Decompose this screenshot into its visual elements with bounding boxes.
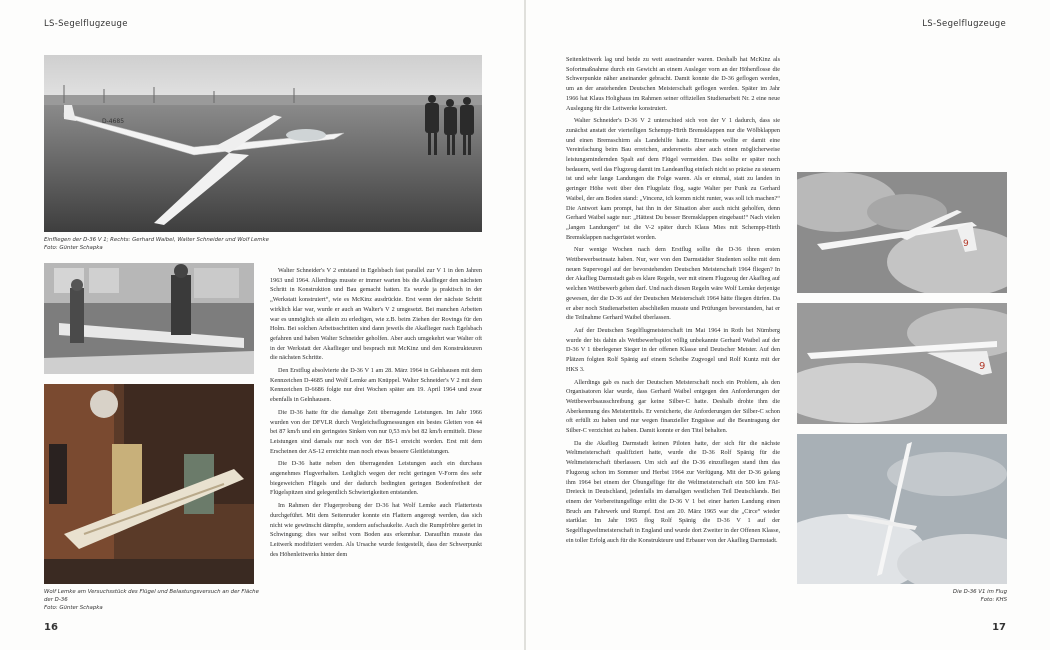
svg-text:9: 9 — [963, 239, 969, 249]
caption-bottom-photo-credit: Foto: Günter Schapka — [44, 605, 103, 611]
caption-top-photo-credit: Foto: Günter Schapka — [44, 245, 103, 251]
paragraph: Allerdings gab es nach der Deutschen Meisterschaft noch ein Problem, als den Organisatoren klar wurde, dass Gerhard Waibel entgegen den Anforderungen der Wettbewerbsausschreibung gar keine Silber-C hatte. Deshalb drohte ihm die Aberkennung des Meistertitels. Er versicherte, die Anforderungen der Silber-C schon oft erfüllt zu haben und nur wegen finanzieller Engpässe auf die Beantragung der Silber-C verzichtet zu haben. Damit konnte er den Titel behalten. — [566, 378, 780, 435]
paragraph: Nur wenige Wochen nach dem Erstflug sollte die D-36 ihren ersten Wettbewerbseinsatz haben. Nur, wer von den Darmstädter Studenten sollte mit dem neuen Supervogel auf der bevorstehenden Deutschen Meisterschaft 1964 fliegen? In der Akaflieg Darmstadt gab es klare Regeln, wer mit einem Flugzeug der Akaflieg auf welchen Wettbewerb gehen darf. Und nach diesen Regeln wäre Wolf Lemke derjenige gewesen, der die D-36 auf der Deutschen Meisterschaft 1964 hätte fliegen dürfen. Da er aber noch Studienarbeiten abschließen musste und Prüfungen bevorstanden, hat er die Teilnahme Gerhard Waibel überlassen. — [566, 246, 780, 322]
photo-workshop — [44, 263, 254, 374]
caption-right-photo-text: Die D-36 V1 im Flug — [952, 589, 1007, 595]
book-gutter — [524, 0, 526, 650]
paragraph: Auf der Deutschen Segelflugmeisterschaft im Mai 1964 in Roth bei Nürnberg wurde der bis dahin als Wettbewerbspilot völlig unbekannte Gerhard Waibel auf der D-36 V 1 überlegener Sieger in der offenen Klasse und Deutscher Meister. Auf den Plätzen folgten Rolf Spänig auf einem Scheibe Zugvogel und Rolf Kuntz mit der HKS 3. — [566, 326, 780, 373]
left-text-column — [270, 266, 482, 610]
paragraph: Im Rahmen der Flugerprobung der D-36 hat Wolf Lemke auch Flattertests durchgeführt. Mit dem Seitenruder konnte ein Flattern angeregt werden, das sich nicht wie gewünscht dämpfte, sondern aufschaukelte. Auch die Rumpfröhre geriet in Schwingung; dies war selbst vom Boden aus erkennbar. Daraufhin musste das Leitwerk modifiziert werden. Als Ursache wurde festgestellt, dass der Schwerpunkt des Höhenleitwerks hinter dem — [270, 502, 482, 558]
left-running-title: LS-Segelflugzeuge — [44, 19, 128, 29]
paragraph: Den Erstflug absolvierte die D-36 V 1 am 28. März 1964 in Gelnhausen mit dem Kennzeichen D-4685 und Wolf Lemke am Knüppel. Walter Schneider's V 2 mit dem Kennzeichen D-6686 folgte nur drei Wochen später am 19. April 1964 und zwar ebenfalls in Gelnhausen. — [270, 367, 482, 404]
paragraph: Die D-36 hatte für die damalige Zeit überragende Leistungen. Im Jahr 1966 wurden von der DFVLR durch Vergleichsflugmessungen ein bestes Gleiten von 44 bei 87 km/h und ein geringstes Sinken von nur 0,53 m/s bei 82 km/h ermittelt. Diese Leistungen sind damals nur noch von der BS-1 erreicht worden. Erst mit dem Erscheinen der AS-12 erreichte man noch etwas bessere Gleitleistungen. — [270, 408, 482, 455]
left-page-number: 16 — [44, 622, 58, 633]
svg-text:9: 9 — [979, 361, 986, 372]
paragraph: Walter Schneider's V 2 entstand in Egelsbach fast parallel zur V 1 in den Jahren 1963 und 1964. Allerdings musste er immer warten bis die Akaflieger den nächsten Schritt in Konstruktion und Bau gemacht hatten. Es wurde ja praktisch in der „Werkstatt konstruiert“, wie es McKinz ausdrückte. Erst wenn der nächste Schritt wirklich klar war, wurde er auch an Walter's V 2 umgesetzt. Bei manchen Arbeiten war es unmöglich sie allein zu erledigen, wie z.B. beim Ziehen der Rovings für den Holm. Bei solchen Arbeitsschritten sind dann jeweils die Akaflieger nach Egelsbach gefahren und haben Walter Schneider geholfen. Aber auch umgekehrt war Walter oft in der Werkstatt der Akaflieger und besprach mit McKinz und den Konstrukteuren die nächsten Schritte. — [270, 267, 482, 362]
paragraph: Die D-36 hatte neben den überragenden Leistungen auch ein durchaus angenehmes Flugverhalten. Lediglich wegen der recht geringen V-Form des sehr biegeweichen Flügels und der dadurch bedingten geringen Bodenfreiheit der Flügelspitzen sind gelegentlich Schwierigkeiten entstanden. — [270, 460, 482, 497]
photo-glider-flight-1 — [797, 172, 1007, 293]
paragraph: Da die Akaflieg Darmstadt keinen Piloten hatte, der sich für die nächste Weltmeisterschaft qualifiziert hatte, wurde die D-36 Rolf Spänig für die Weltmeisterschaft überlassen. Um sich auf die D-36 einzufliegen stand ihm das Flugzeug schon im Sommer und Herbst 1964 zur Verfügung. Mit der D-36 gelang ihm 1964 bei einem der Übungsflüge für die Weltmeisterschaft ein 500 km FAI-Dreieck in Deutschland, jedenfalls im damaligen westlichen Teil Deutschlands. Bei einem der Vorbereitungsflüge erlitt die D-36 V 1 bei einer harten Landung einen Bruch am Fahrwerk und Rumpf. Erst am 20. März 1965 war die „Circe“ wieder startklar. Im Jahr 1965 flog Rolf Spänig die D-36 V 1 auf der Segelflugweltmeisterschaft in England und wurde dort Zweiter in der Offenen Klasse, ein toller Erfolg auch für die Konstrukteure und Erbauer von der Akaflieg Darmstadt. — [566, 439, 780, 544]
photo-glider-on-field — [44, 55, 482, 232]
right-text-column — [566, 55, 780, 615]
photo-wing-load-test — [44, 384, 254, 584]
right-running-title: LS-Segelflugzeuge — [922, 19, 1006, 29]
glider-registration: D-4685 — [102, 118, 125, 125]
right-page-number: 17 — [992, 622, 1006, 633]
photo-glider-flight-2 — [797, 303, 1007, 424]
caption-right-photo — [797, 588, 1007, 604]
caption-right-photo-credit: Foto: KHS — [980, 597, 1007, 603]
photo-glider-flight-3 — [797, 434, 1007, 584]
paragraph: Seitenleitwerk lag und beide zu weit auseinander waren. Deshalb hat McKinz als Sofortmaßnahme durch ein Gewicht an einem Ausleger vorn an der Höhenflosse die Schwerpunkte näher aneinander gebracht. Damit konnte die D-36 geflogen werden, um an der anstehenden Deutschen Meisterschaft geflogen werden. Später im Jahr 1966 hat Klaus Holighaus im Rahmen seiner offiziellen Studienarbeit Nr. 2 eine neue Auslegung für die Leitwerke konstruiert. — [566, 56, 780, 112]
caption-bottom-photo-text: Wolf Lemke am Versuchsstück des Flügel und Belastungsversuch an der Fläche der D-36 — [44, 589, 259, 603]
caption-top-photo — [44, 236, 484, 252]
paragraph: Walter Schneider's D-36 V 2 unterschied sich von der V 1 dadurch, dass sie zunächst anstatt der vierteiligen Schempp-Hirth Bremsklappen nur die Wölbklappen und einen Bremsschirm als Landehilfe hatte. Einerseits wollte er damit eine Vereinfachung beim Bau erreichen, andererseits aber auch einen möglicherweise leistungsmindernden Spalt auf dem Flügel vermeiden. Das sollte er später noch bedauern, weil das Flugzeug damit im Landeanflug einfach nicht so präzise zu steuern ist und sehr lange Landungen die Folge waren. Als er einmal, statt zu landen in geringer Höhe weit über den Flugplatz flog, sagte Walter per Funk zu Gerhard Waibel, der am Boden stand: „Vincenz, ich komm nicht runter, was soll ich machen?“ Die Antwort kam prompt, hat ihn in der Situation aber auch nicht geholfen, denn Gerhard Waibel sagte nur: „Hättest Du besser Bremsklappen eingebaut!“ Nach vielen „langen Landungen“ ist die V-2 später durch Klaus Mies mit Schempp-Hirth Bremsklappen nachgerüstet worden. — [566, 117, 780, 241]
caption-bottom-photo — [44, 588, 259, 612]
caption-top-photo-text: Einfliegen der D-36 V 1; Rechts: Gerhard Waibel, Walter Schneider und Wolf Lemke — [44, 237, 269, 243]
